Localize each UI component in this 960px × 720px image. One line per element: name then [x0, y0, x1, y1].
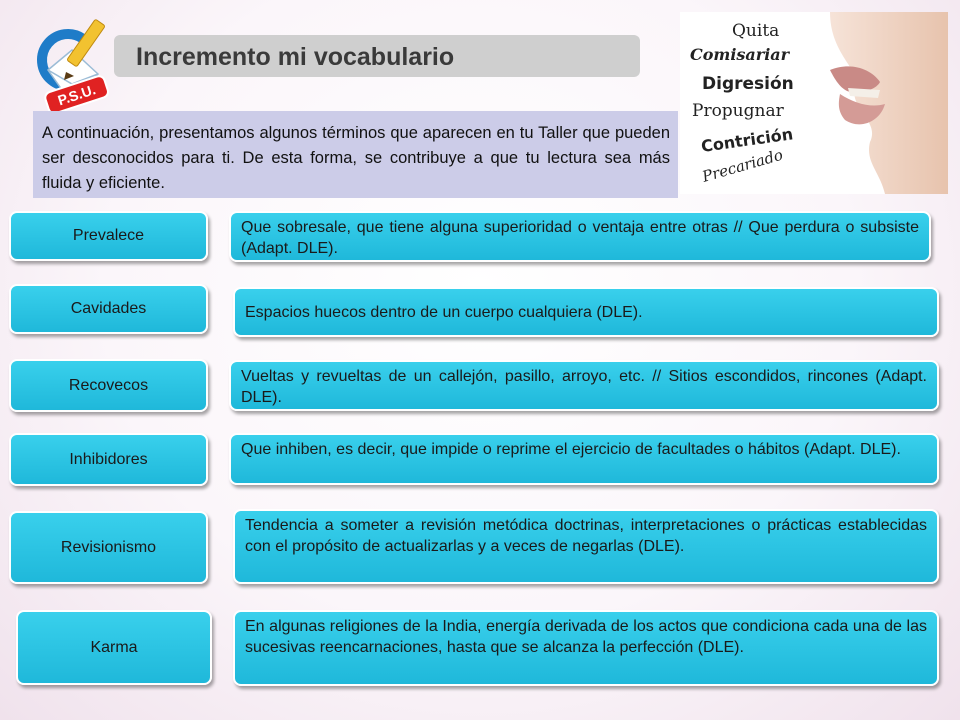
- photo-word-6: Precariado: [700, 145, 785, 186]
- definition-box-inhibidores: Que inhiben, es decir, que impide o reprime el ejercicio de facultades o hábitos (Adapt. DLE).: [229, 433, 939, 485]
- lips-words-photo: [680, 12, 948, 194]
- intro-paragraph: A continuación, presentamos algunos términos que aparecen en tu Taller que pueden ser desconocidos para ti. De esta forma, se contribuye a que tu lectura sea más fluida y eficiente.: [33, 111, 678, 198]
- photo-word-3: Digresión: [702, 74, 794, 94]
- term-box-karma: Karma: [16, 610, 212, 685]
- psu-logo: [28, 12, 118, 112]
- term-box-prevalece: Prevalece: [9, 211, 208, 261]
- definition-box-revisionismo: Tendencia a someter a revisión metódica doctrinas, interpretaciones o prácticas establecidas con el propósito de actualizarlas y a veces de negarlas (DLE).: [233, 509, 939, 584]
- term-box-cavidades: Cavidades: [9, 284, 208, 334]
- title-bar: [114, 35, 640, 77]
- photo-word-2: Comisariar: [690, 45, 790, 64]
- definition-box-prevalece: Que sobresale, que tiene alguna superioridad o ventaja entre otras // Que perdura o subsiste (Adapt. DLE).: [229, 211, 931, 262]
- term-box-inhibidores: Inhibidores: [9, 433, 208, 486]
- term-box-revisionismo: Revisionismo: [9, 511, 208, 584]
- photo-word-4: Propugnar: [692, 101, 784, 121]
- photo-word-1: Quita: [732, 21, 780, 41]
- definition-box-karma: En algunas religiones de la India, energía derivada de los actos que condiciona cada una de las sucesivas reencarnaciones, hasta que se alcanza la perfección (DLE).: [233, 610, 939, 686]
- term-box-recovecos: Recovecos: [9, 359, 208, 412]
- page-title: Incremento mi vocabulario: [136, 43, 455, 71]
- definition-box-cavidades: Espacios huecos dentro de un cuerpo cualquiera (DLE).: [233, 287, 939, 337]
- photo-word-5: Contrición: [699, 124, 795, 156]
- logo-badge-text: P.S.U.: [55, 81, 98, 109]
- definition-box-recovecos: Vueltas y revueltas de un callejón, pasillo, arroyo, etc. // Sitios escondidos, rincones (Adapt. DLE).: [229, 360, 939, 411]
